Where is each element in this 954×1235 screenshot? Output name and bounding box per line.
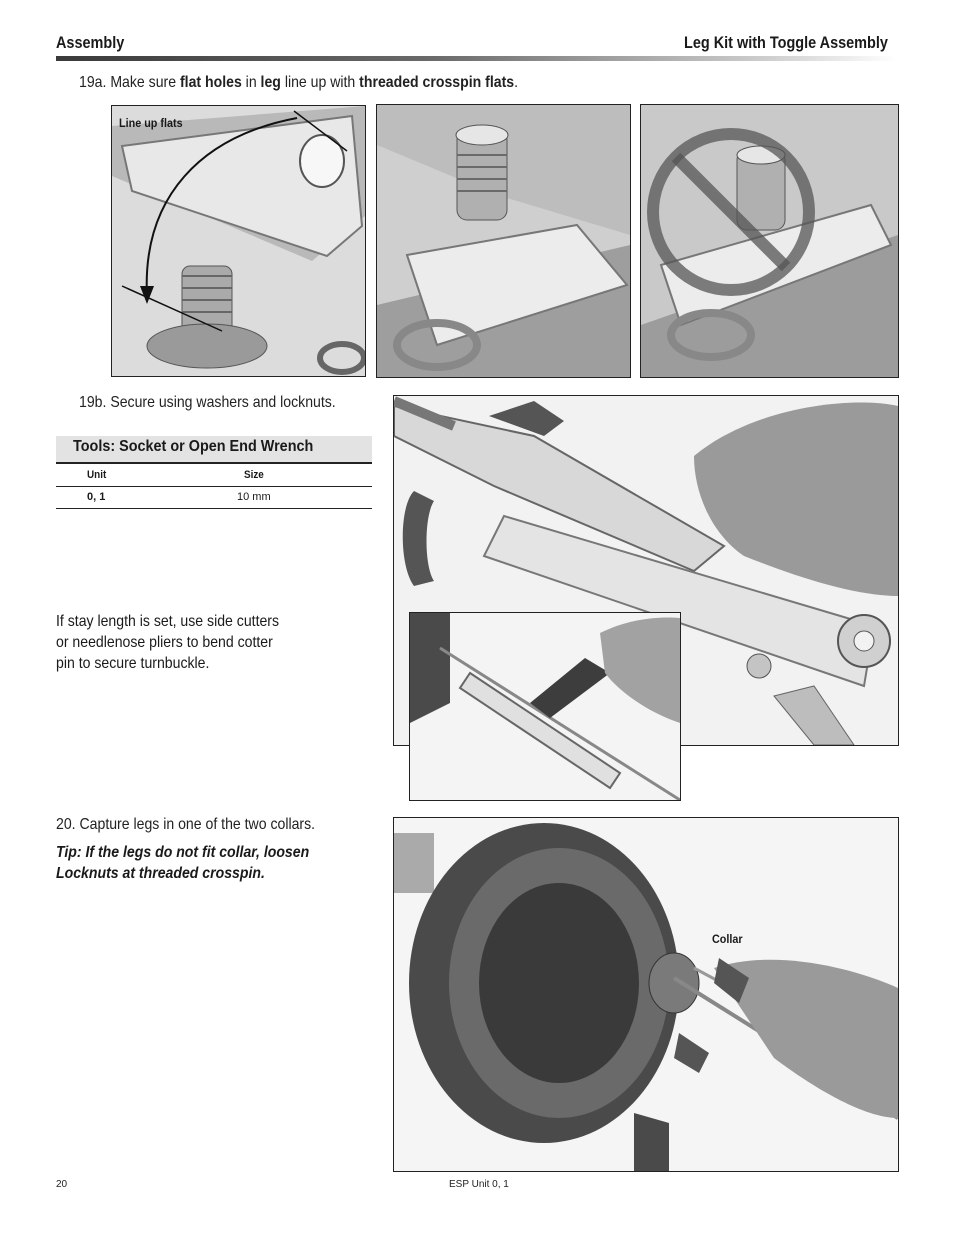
step-20-text: 20. Capture legs in one of the two collars.	[56, 816, 316, 833]
document-id: ESP Unit 0, 1	[449, 1179, 509, 1190]
page-number: 20	[56, 1179, 68, 1190]
table-rule-bottom	[56, 508, 372, 509]
photo-line-up-flats	[111, 105, 366, 377]
tools-heading: Tools: Socket or Open End Wrench	[56, 436, 372, 462]
table-rule-mid	[56, 486, 372, 487]
column-header-unit: Unit	[87, 469, 107, 481]
photo-pliers-cotter-pin	[409, 612, 681, 801]
step-19b-text: 19b. Secure using washers and locknuts.	[79, 394, 336, 411]
photo-crosspin-aligned	[376, 104, 631, 378]
column-header-size: Size	[244, 469, 264, 481]
step-20-tip: Tip: If the legs do not fit collar, loosen Locknuts at threaded crosspin.	[56, 844, 310, 882]
section-title: Assembly	[56, 33, 125, 52]
photo-label-collar: Collar	[712, 932, 743, 946]
cotter-pin-instructions: If stay length is set, use side cutters or needlenose pliers to bend cotter pin to secure turnbuckle.	[56, 613, 280, 672]
photo-collar-capture	[393, 817, 899, 1172]
photo-crosspin-misaligned	[640, 104, 899, 378]
table-rule-top	[56, 462, 372, 464]
photo-label-line-up-flats: Line up flats	[119, 116, 183, 130]
table-cell-unit: 0, 1	[87, 491, 106, 503]
header-rule	[56, 56, 896, 61]
table-cell-size: 10 mm	[237, 491, 271, 503]
page-heading: Leg Kit with Toggle Assembly	[684, 33, 888, 52]
step-19a-text: 19a. Make sure flat holes in leg line up with threaded crosspin flats.	[79, 74, 519, 91]
